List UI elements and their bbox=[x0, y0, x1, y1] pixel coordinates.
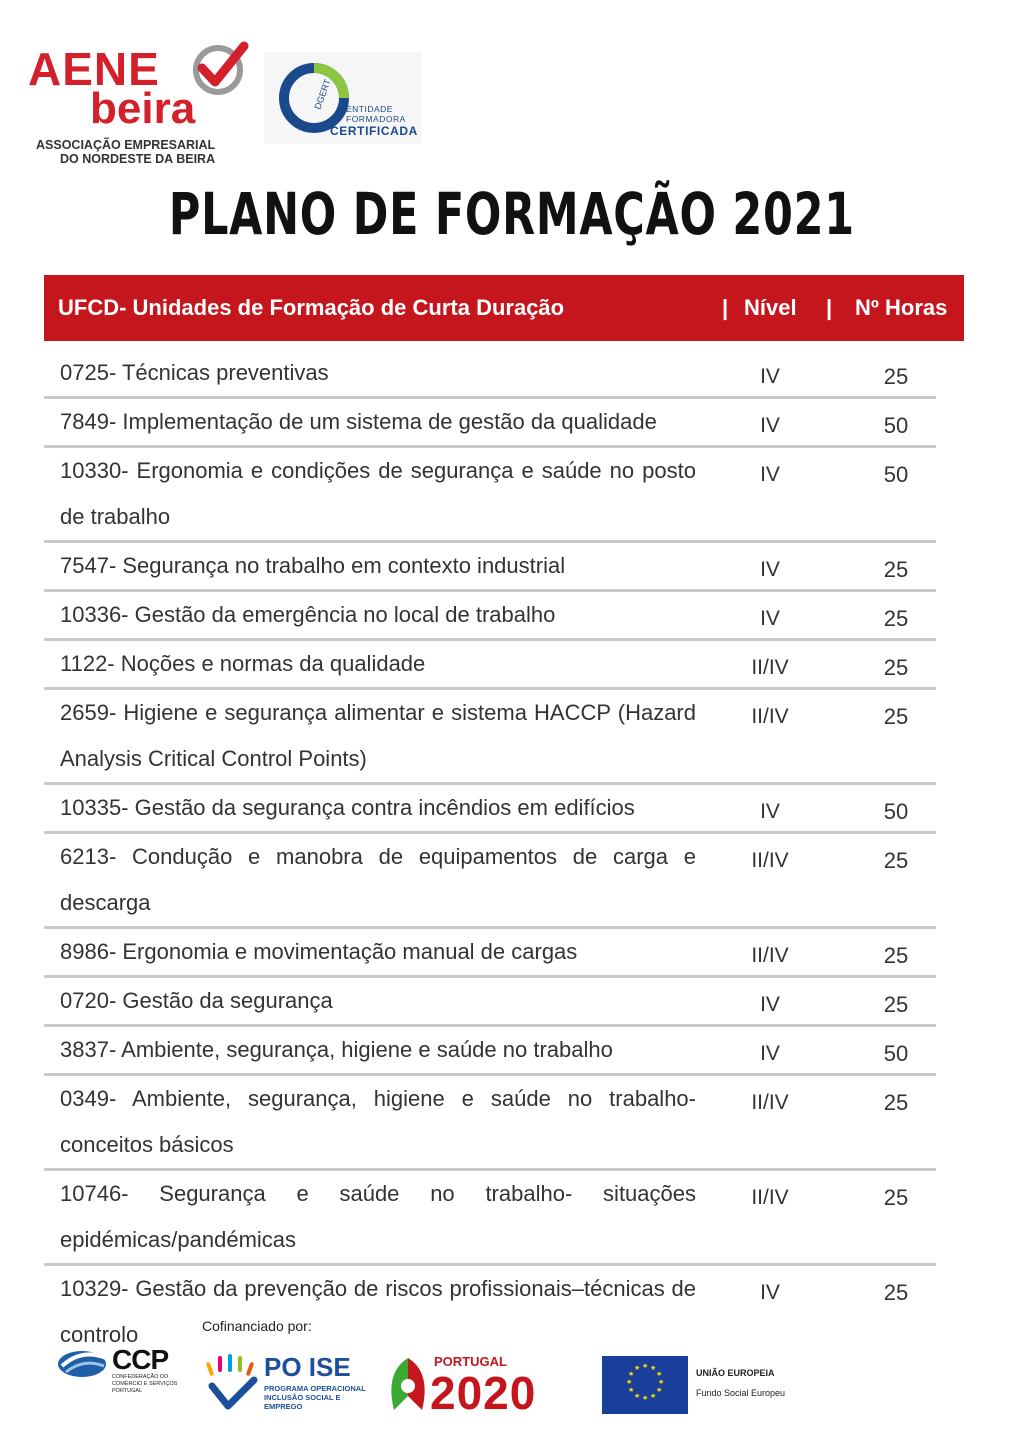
svg-text:★: ★ bbox=[642, 1394, 649, 1402]
course-hours: 25 bbox=[883, 1090, 909, 1115]
course-description: 0725- Técnicas preventivas bbox=[60, 360, 329, 385]
ccp-swoosh-icon bbox=[56, 1344, 110, 1384]
portugal-2020-emblem-icon bbox=[386, 1356, 430, 1416]
course-hours: 25 bbox=[883, 364, 909, 389]
table-row bbox=[44, 785, 936, 834]
poise-check-icon bbox=[204, 1352, 260, 1414]
svg-text:★: ★ bbox=[642, 1362, 649, 1370]
ccp-logo bbox=[56, 1340, 186, 1396]
table-row bbox=[44, 592, 936, 641]
header-separator: | bbox=[722, 295, 729, 320]
portugal-2020-logo bbox=[386, 1354, 576, 1418]
eu-flag-icon bbox=[602, 1356, 688, 1414]
svg-text:★: ★ bbox=[650, 1364, 657, 1372]
course-hours: 25 bbox=[883, 992, 909, 1017]
dgert-mark-text: DGERT bbox=[312, 77, 333, 111]
course-description: 7547- Segurança no trabalho em contexto industrial bbox=[60, 553, 566, 578]
course-hours: 25 bbox=[883, 1280, 909, 1305]
cofinanced-label: Cofinanciado por: bbox=[202, 1318, 312, 1334]
portugal-word: PORTUGAL bbox=[434, 1354, 507, 1369]
header-nivel: Nível bbox=[744, 295, 797, 320]
course-level: IV bbox=[760, 558, 780, 581]
course-description: 1122- Noções e normas da qualidade bbox=[60, 651, 426, 676]
course-hours: 25 bbox=[883, 704, 909, 729]
course-level: IV bbox=[760, 800, 780, 823]
svg-text:★: ★ bbox=[656, 1370, 663, 1378]
svg-text:★: ★ bbox=[626, 1378, 633, 1386]
svg-text:★: ★ bbox=[628, 1386, 635, 1394]
aene-beira-logo bbox=[28, 38, 258, 168]
table-row bbox=[44, 543, 936, 592]
page-title: PLANO DE FORMAÇÃO 2021 bbox=[168, 180, 855, 248]
portugal-year: 2020 bbox=[430, 1367, 537, 1419]
course-level: IV bbox=[760, 365, 780, 388]
course-description: 2659- Higiene e segurança alimentar e sistema HACCP (Hazard Analysis Critical Control Points) bbox=[60, 700, 696, 771]
svg-text:★: ★ bbox=[656, 1386, 663, 1394]
svg-text:★: ★ bbox=[634, 1392, 641, 1400]
ccp-wordmark: CCP bbox=[112, 1344, 169, 1375]
course-level: IV bbox=[760, 607, 780, 630]
course-description: 10330- Ergonomia e condições de segurança e saúde no posto de trabalho bbox=[60, 458, 696, 529]
course-description: 10329- Gestão da prevenção de riscos profissionais–técnicas de controlo bbox=[60, 1276, 696, 1347]
course-description: 10336- Gestão da emergência no local de trabalho bbox=[60, 602, 556, 627]
course-description: 0720- Gestão da segurança bbox=[60, 988, 333, 1013]
poise-subtitle: PROGRAMA OPERACIONAL INCLUSÃO SOCIAL E EMPREGO bbox=[264, 1384, 366, 1411]
table-row bbox=[44, 350, 936, 399]
table-row bbox=[44, 690, 936, 785]
table-row bbox=[44, 978, 936, 1027]
course-level: IV bbox=[760, 463, 780, 486]
course-hours: 50 bbox=[883, 462, 909, 487]
course-level: II/IV bbox=[751, 849, 789, 872]
course-level: IV bbox=[760, 1042, 780, 1065]
course-hours: 25 bbox=[883, 1185, 909, 1210]
course-description: 3837- Ambiente, segurança, higiene e saúde no trabalho bbox=[60, 1037, 613, 1062]
course-level: II/IV bbox=[751, 1186, 789, 1209]
dgert-line2: FORMADORA bbox=[346, 114, 406, 124]
table-row bbox=[44, 1027, 936, 1076]
dgert-line3: CERTIFICADA bbox=[330, 124, 418, 138]
eu-logo bbox=[602, 1356, 802, 1414]
poise-logo bbox=[204, 1352, 364, 1416]
course-hours: 25 bbox=[883, 606, 909, 631]
table-row bbox=[44, 1076, 936, 1171]
aene-wordmark: AENE bbox=[28, 43, 160, 95]
course-table bbox=[44, 350, 964, 1358]
svg-text:★: ★ bbox=[628, 1370, 635, 1378]
course-hours: 50 bbox=[883, 413, 909, 438]
course-level: II/IV bbox=[751, 656, 789, 679]
dgert-certified-logo bbox=[264, 52, 422, 144]
course-description: 10335- Gestão da segurança contra incêndios em edifícios bbox=[60, 795, 635, 820]
course-level: II/IV bbox=[751, 705, 789, 728]
course-level: II/IV bbox=[751, 944, 789, 967]
table-row bbox=[44, 1171, 936, 1266]
course-hours: 25 bbox=[883, 848, 909, 873]
course-hours: 25 bbox=[883, 943, 909, 968]
dgert-line1: ENTIDADE bbox=[346, 104, 393, 114]
course-level: IV bbox=[760, 1281, 780, 1304]
course-level: IV bbox=[760, 993, 780, 1016]
table-header bbox=[44, 275, 964, 341]
ccp-subtitle: CONFEDERAÇÃO DO COMÉRCIO E SERVIÇOS PORTUGAL bbox=[112, 1374, 178, 1394]
header-separator: | bbox=[826, 295, 833, 320]
aene-tagline-line2: DO NORDESTE DA BEIRA bbox=[60, 152, 216, 166]
table-row bbox=[44, 834, 936, 929]
beira-wordmark: beira bbox=[90, 84, 196, 133]
course-level: IV bbox=[760, 414, 780, 437]
course-hours: 50 bbox=[883, 799, 909, 824]
course-hours: 25 bbox=[883, 655, 909, 680]
course-description: 8986- Ergonomia e movimentação manual de cargas bbox=[60, 939, 578, 964]
header-ufcd: UFCD- Unidades de Formação de Curta Duração bbox=[58, 295, 565, 320]
eu-line2: Fundo Social Europeu bbox=[696, 1388, 786, 1398]
table-row bbox=[44, 399, 936, 448]
course-description: 0349- Ambiente, segurança, higiene e saúde no trabalho- conceitos básicos bbox=[60, 1086, 696, 1157]
course-description: 10746- Segurança e saúde no trabalho- situações epidémicas/pandémicas bbox=[60, 1181, 696, 1252]
course-level: II/IV bbox=[751, 1091, 789, 1114]
checkmark-circle-icon bbox=[188, 38, 250, 100]
course-description: 6213- Condução e manobra de equipamentos de carga e descarga bbox=[60, 844, 696, 915]
course-hours: 25 bbox=[883, 557, 909, 582]
course-hours: 50 bbox=[883, 1041, 909, 1066]
svg-text:★: ★ bbox=[634, 1364, 641, 1372]
eu-line1: UNIÃO EUROPEIA bbox=[696, 1368, 775, 1378]
table-row bbox=[44, 641, 936, 690]
svg-text:★: ★ bbox=[650, 1392, 657, 1400]
aene-tagline-line1: ASSOCIAÇÃO EMPRESARIAL bbox=[36, 138, 216, 152]
poise-wordmark: PO ISE bbox=[264, 1352, 351, 1382]
header-horas: Nº Horas bbox=[855, 295, 948, 320]
table-row bbox=[44, 448, 936, 543]
table-row bbox=[44, 929, 936, 978]
course-description: 7849- Implementação de um sistema de gestão da qualidade bbox=[60, 409, 657, 434]
svg-text:★: ★ bbox=[658, 1378, 665, 1386]
